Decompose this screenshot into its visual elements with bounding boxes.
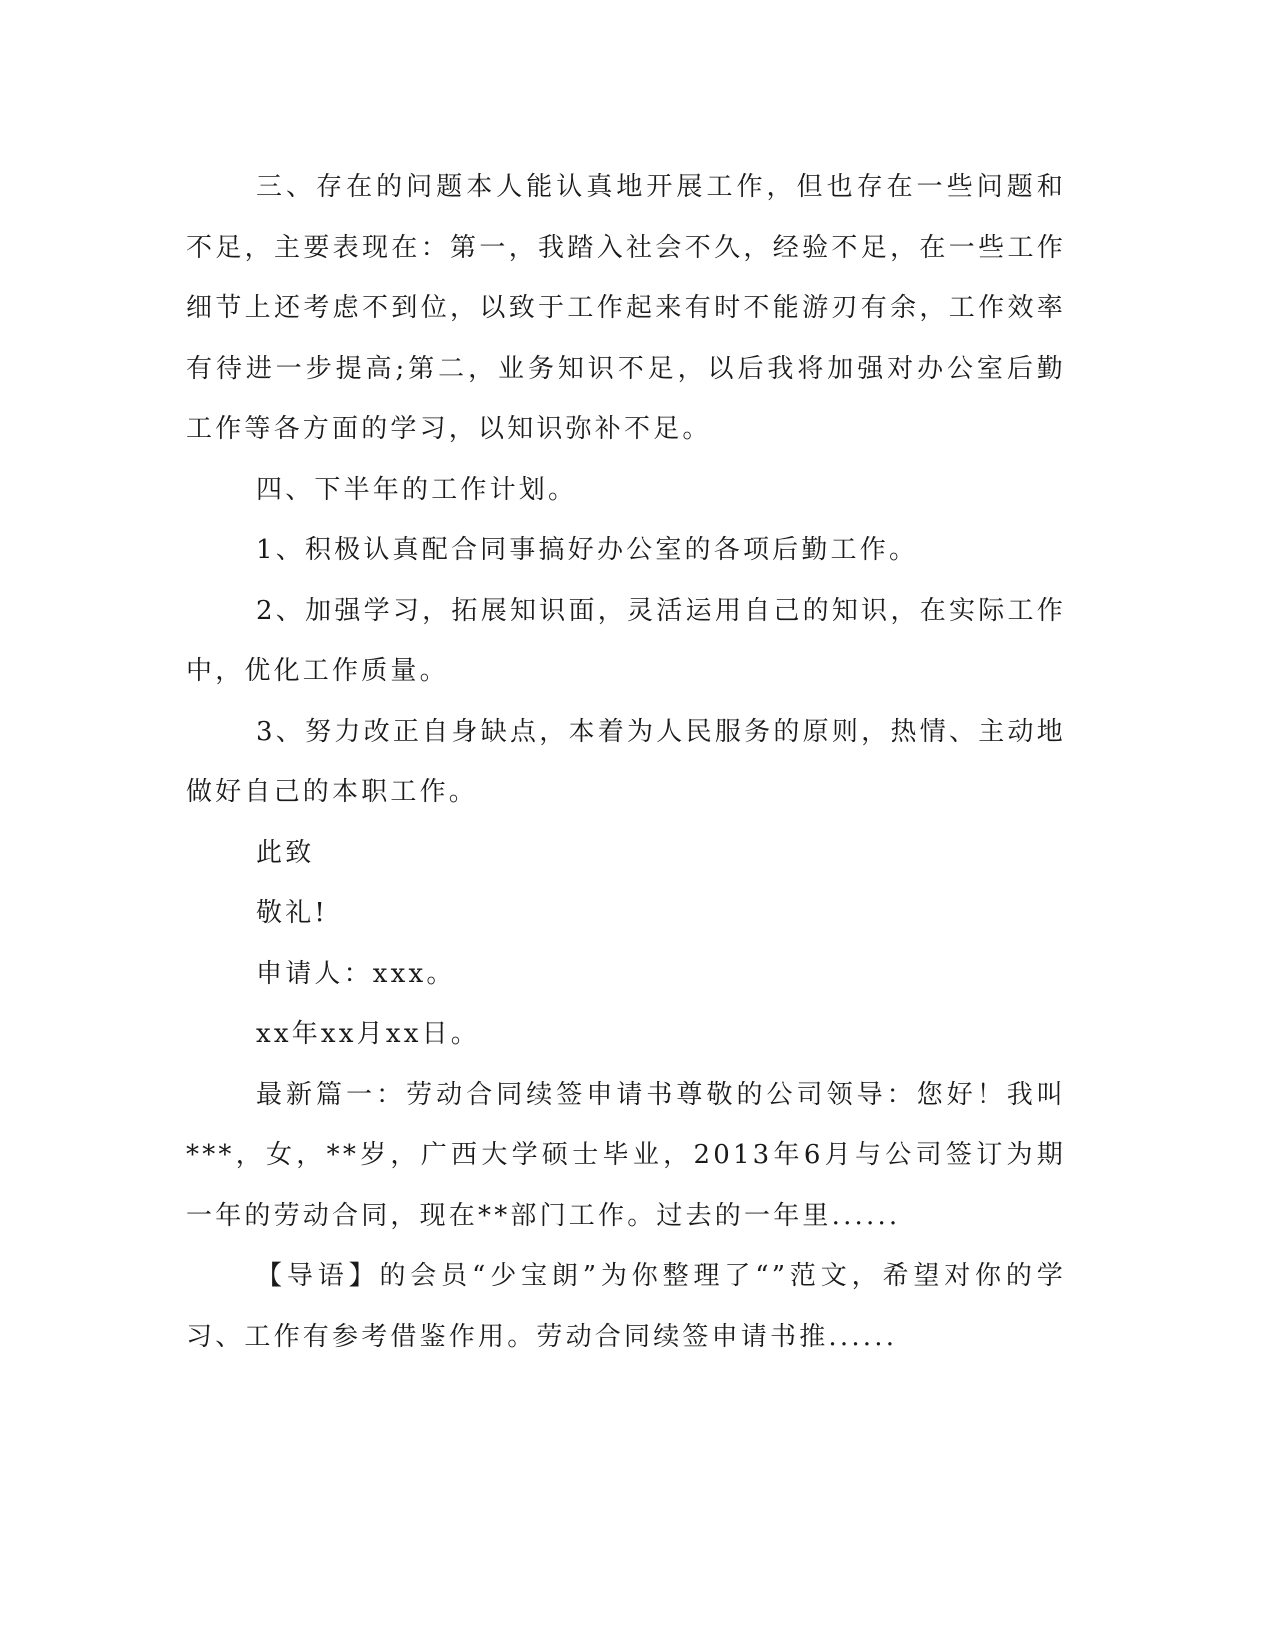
date-line: xx年xx月xx日。	[256, 1019, 480, 1049]
paragraph-latest-article: 最新篇一：劳动合同续签申请书尊敬的公司领导：您好！我叫***，女，**岁，广西大学硕士毕业，2013年6月与公司签订为期一年的劳动合同，现在**部门工作。过去的一年里......	[186, 1079, 1066, 1231]
paragraph-plan-item-1: 1、积极认真配合同事搞好办公室的各项后勤工作。	[256, 535, 919, 565]
closing-regards: 敬礼!	[256, 898, 329, 928]
document-body	[186, 157, 1066, 1367]
closing-salutation: 此致	[256, 837, 315, 868]
applicant-line: 申请人：xxx。	[256, 958, 456, 989]
paragraph-plan-heading: 四、下半年的工作计划。	[256, 474, 578, 505]
paragraph-problems: 三、存在的问题本人能认真地开展工作，但也存在一些问题和不足，主要表现在：第一，我踏入社会不久，经验不足，在一些工作细节上还考虑不到位，以致于工作起来有时不能游刃有余，工作效率有待进一步提高;第二，业务知识不足，以后我将加强对办公室后勤工作等各方面的学习，以知识弥补不足。	[186, 172, 1066, 444]
paragraph-plan-item-3: 3、努力改正自身缺点，本着为人民服务的原则，热情、主动地做好自己的本职工作。	[186, 716, 1066, 807]
paragraph-plan-item-2: 2、加强学习，拓展知识面，灵活运用自己的知识，在实际工作中，优化工作质量。	[186, 595, 1066, 686]
paragraph-intro: 【导语】的会员“少宝朗”为你整理了“”范文，希望对你的学习、工作有参考借鉴作用。劳动合同续签申请书推......	[186, 1261, 1066, 1352]
